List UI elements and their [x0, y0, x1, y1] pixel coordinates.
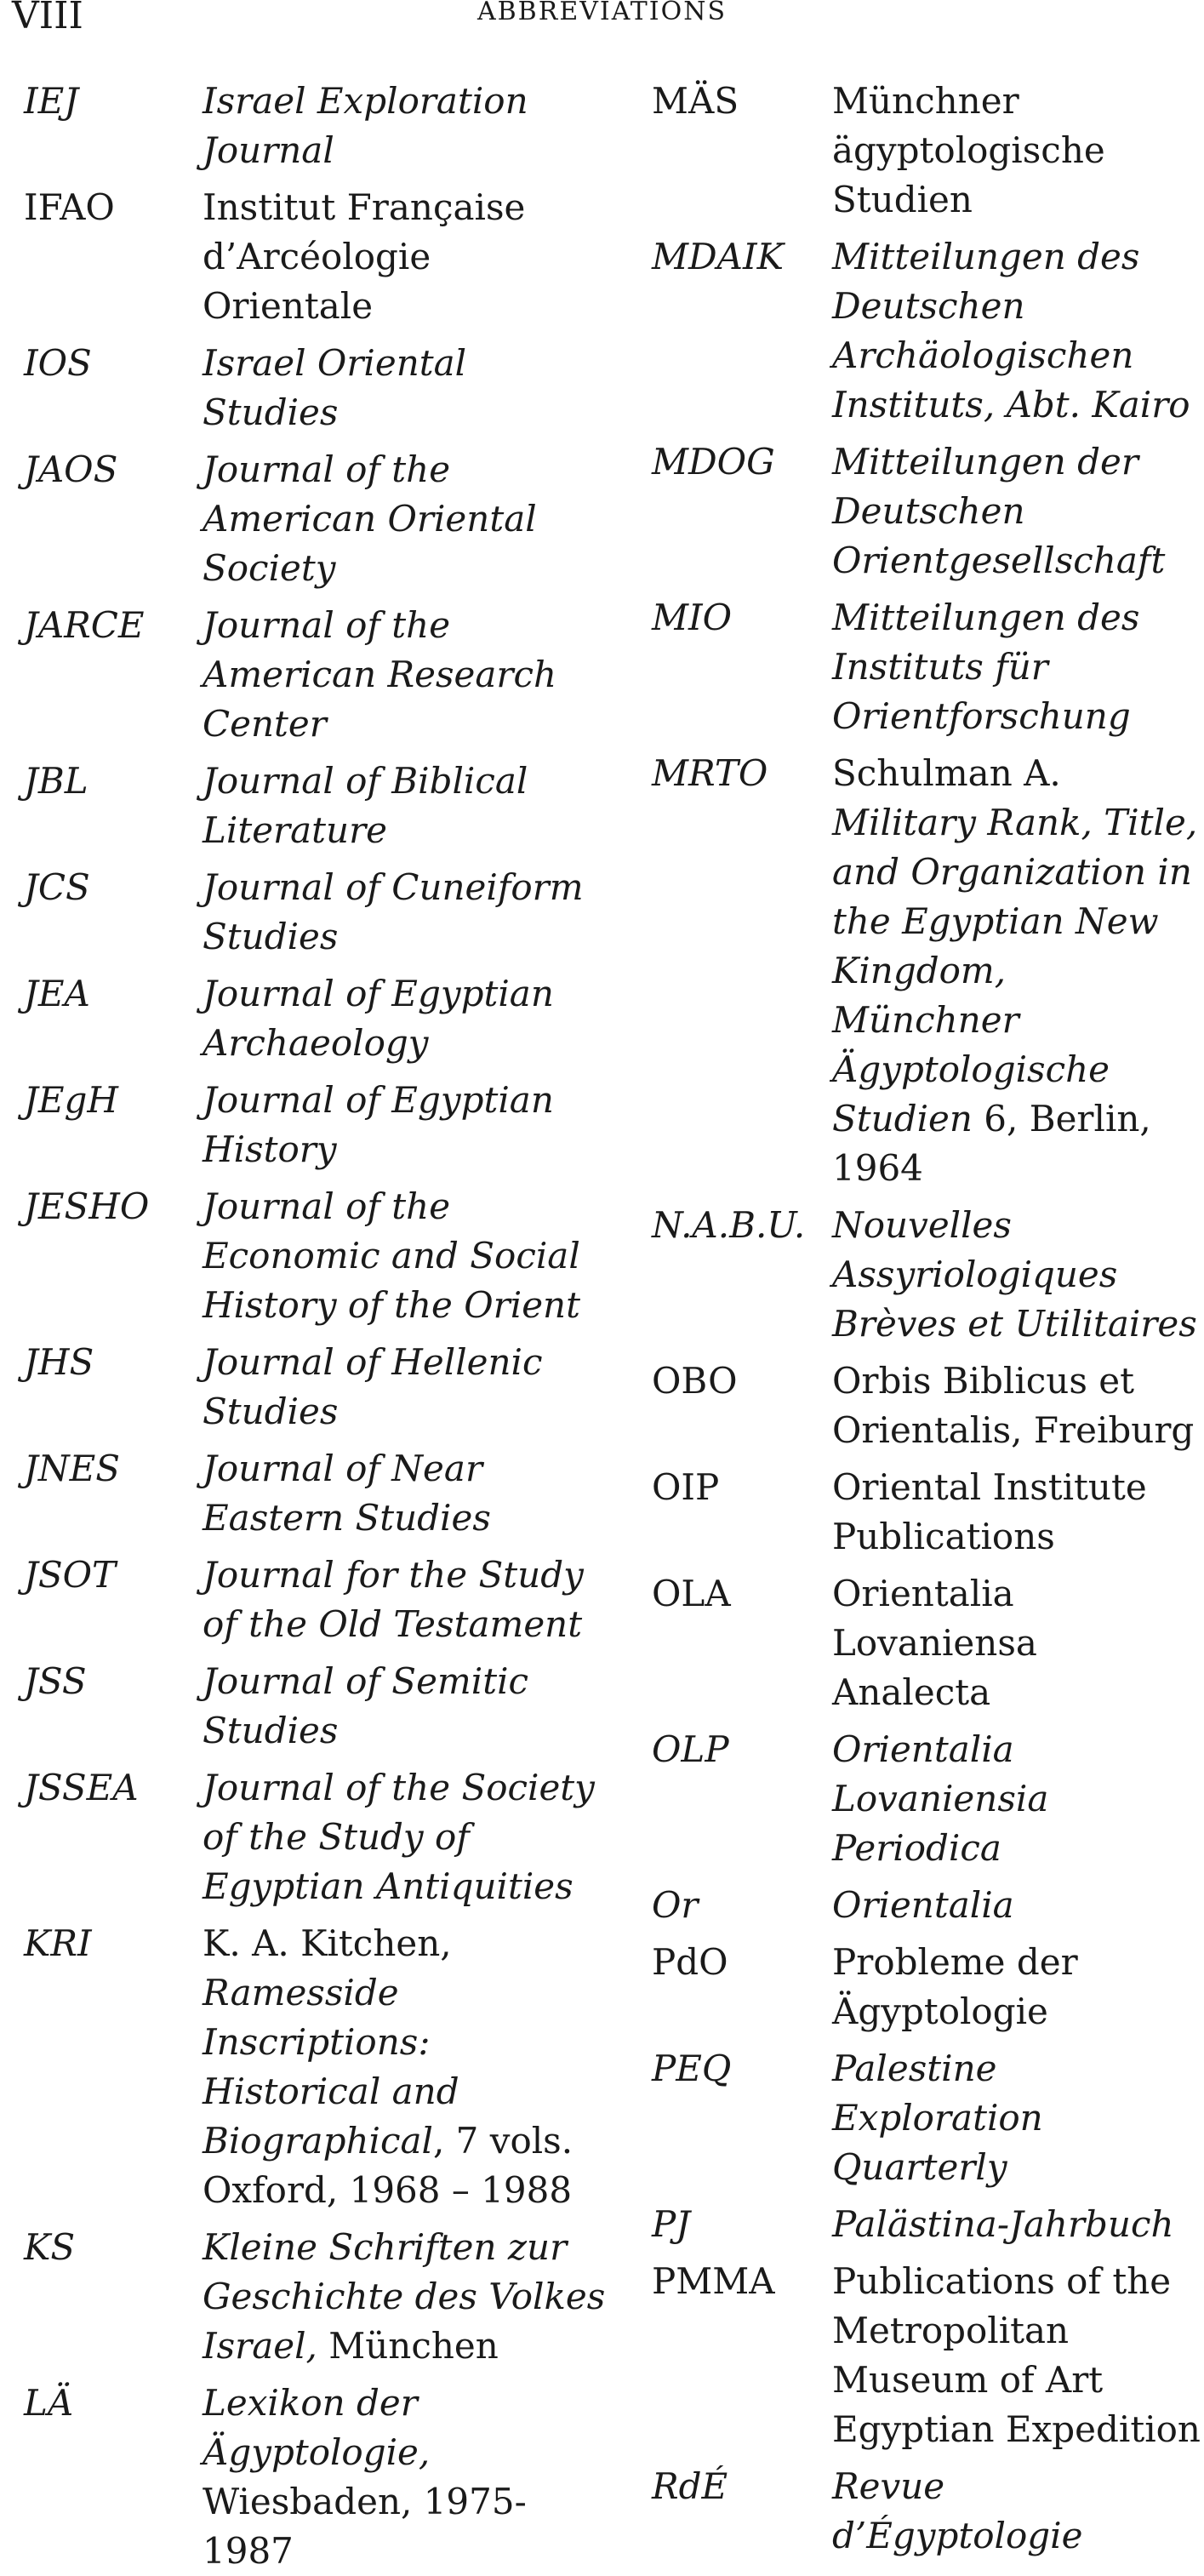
abbreviation-term: LÄ: [24, 2382, 74, 2424]
expansion-text: 6, Berlin, 1964: [832, 1098, 1151, 1189]
abbreviation-entry: [24, 1919, 619, 2215]
abbreviation-expansion: [832, 1201, 1204, 1349]
abbreviation-entry: [652, 2462, 1204, 2561]
abbreviation-entry: [24, 445, 619, 593]
abbreviation-expansion: [832, 2044, 1204, 2192]
expansion-text: Orientalia Lovaniensa Analecta: [832, 1573, 1037, 1713]
abbreviation-term: KRI: [24, 1922, 92, 1964]
expansion-text: Institut Française d’Arcéologie Orientale: [203, 186, 526, 327]
expansion-text: Journal of Hellenic Studies: [203, 1341, 543, 1432]
abbreviation-term: IEJ: [24, 80, 79, 122]
abbreviation-term: JARCE: [24, 604, 145, 646]
expansion-text: Journal of the Economic and Social History of the Orient: [203, 1185, 580, 1326]
abbreviation-entry: [24, 863, 619, 962]
expansion-text: Palästina-Jahrbuch: [832, 2203, 1174, 2245]
expansion-text: Orientalia Lovaniensia Periodica: [832, 1728, 1049, 1869]
abbreviation-expansion: [203, 863, 611, 962]
abbreviation-expansion: [203, 601, 611, 749]
abbreviation-expansion: [203, 1919, 611, 2215]
abbreviation-expansion: [832, 77, 1204, 225]
expansion-text: Journal of Near Eastern Studies: [203, 1448, 491, 1539]
abbreviation-term: JSOT: [24, 1554, 117, 1596]
abbreviation-expansion: [832, 749, 1204, 1193]
abbreviation-term: PJ: [652, 2203, 691, 2245]
abbreviation-entry: [652, 2257, 1204, 2454]
abbreviation-entry: [652, 1569, 1204, 1717]
expansion-text: Journal of the American Research Center: [203, 604, 557, 745]
abbreviation-expansion: [203, 2379, 611, 2572]
expansion-text: Mitteilungen des Deutschen Archäologischen Instituts, Abt. Kairo: [832, 236, 1190, 426]
abbreviation-expansion: [203, 1338, 611, 1437]
abbreviation-entry: [652, 1881, 1204, 1930]
abbreviation-term: OBO: [652, 1360, 738, 1402]
abbreviation-entry: [24, 1444, 619, 1543]
expansion-text: Nouvelles Assyriologiques Brèves et Utilitaires: [832, 1204, 1197, 1345]
expansion-text: Palestine Exploration Quarterly: [832, 2048, 1043, 2188]
abbreviation-entry: [652, 593, 1204, 741]
abbreviations-right-column: [652, 77, 1204, 2568]
abbreviation-expansion: [832, 1357, 1204, 1455]
running-title: ABBREVIATIONS: [476, 0, 728, 26]
abbreviation-term: N.A.B.U.: [652, 1204, 806, 1246]
abbreviation-term: Or: [652, 1884, 699, 1926]
abbreviation-entry: [652, 1725, 1204, 1873]
abbreviation-expansion: [203, 1657, 611, 1756]
expansion-text: Journal of the American Oriental Society: [203, 448, 537, 589]
abbreviation-expansion: [203, 1763, 611, 1911]
expansion-text: Oriental Institute Publications: [832, 1466, 1147, 1557]
expansion-text: Mitteilungen des Instituts für Orientforschung: [832, 597, 1140, 737]
abbreviation-entry: [652, 2044, 1204, 2192]
abbreviation-entry: [24, 77, 619, 175]
abbreviation-expansion: [203, 1444, 611, 1543]
expansion-text: Israel Exploration Journal: [203, 80, 528, 171]
page-number: VIII: [12, 0, 83, 37]
abbreviation-term: JAOS: [24, 448, 118, 490]
abbreviation-entry: [652, 1357, 1204, 1455]
abbreviation-term: MRTO: [652, 752, 768, 794]
abbreviation-term: MÄS: [652, 80, 739, 122]
abbreviation-term: KS: [24, 2226, 76, 2268]
abbreviation-entry: [652, 1201, 1204, 1349]
abbreviation-expansion: [832, 593, 1204, 741]
expansion-text: Münchner ägyptologische Studien: [832, 80, 1105, 220]
abbreviation-term: RdÉ: [652, 2465, 728, 2507]
abbreviation-expansion: [203, 183, 611, 331]
expansion-text: Lexikon der Ägyptologie,: [203, 2382, 431, 2473]
abbreviation-expansion: [832, 2462, 1204, 2561]
abbreviation-expansion: [832, 1938, 1204, 2036]
expansion-text: Wiesbaden, 1975-1987: [203, 2481, 527, 2572]
expansion-text: Journal of Semitic Studies: [203, 1660, 529, 1751]
abbreviation-term: JEA: [24, 973, 90, 1014]
abbreviation-entry: [24, 1338, 619, 1437]
abbreviation-expansion: [832, 1463, 1204, 1562]
expansion-text: Schulman A.: [832, 752, 1061, 794]
abbreviation-entry: [24, 2379, 619, 2572]
abbreviation-expansion: [832, 1881, 1204, 1930]
expansion-text: Journal of Cuneiform Studies: [203, 866, 584, 957]
expansion-text: Orbis Biblicus et Orientalis, Freiburg: [832, 1360, 1195, 1451]
abbreviation-expansion: [203, 445, 611, 593]
expansion-text: Journal for the Study of the Old Testament: [203, 1554, 584, 1645]
abbreviation-expansion: [832, 437, 1204, 585]
expansion-text: Israel Oriental Studies: [203, 342, 467, 433]
expansion-text: Probleme der Ägyptologie: [832, 1941, 1078, 2032]
abbreviation-term: JEgH: [24, 1079, 119, 1121]
expansion-text: Revue d’Égyptologie: [832, 2465, 1083, 2556]
abbreviation-term: IFAO: [24, 186, 115, 228]
abbreviation-term: MIO: [652, 597, 733, 638]
abbreviation-expansion: [203, 2223, 611, 2371]
abbreviation-entry: [24, 2223, 619, 2371]
abbreviation-term: OIP: [652, 1466, 720, 1508]
expansion-text: Journal of Biblical Literature: [203, 760, 528, 851]
expansion-text: K. A. Kitchen,: [203, 1922, 452, 1964]
abbreviation-term: OLP: [652, 1728, 729, 1770]
abbreviation-entry: [24, 1076, 619, 1174]
expansion-text: Journal of the Society of the Study of Egyptian Antiquities: [203, 1767, 595, 1907]
abbreviation-entry: [24, 1551, 619, 1649]
abbreviation-entry: [652, 2200, 1204, 2249]
abbreviation-expansion: [832, 232, 1204, 430]
abbreviation-term: MDAIK: [652, 236, 784, 277]
abbreviation-entry: [652, 437, 1204, 585]
abbreviation-entry: [652, 232, 1204, 430]
abbreviation-entry: [24, 339, 619, 437]
abbreviation-entry: [24, 969, 619, 1068]
abbreviation-term: PdO: [652, 1941, 728, 1983]
abbreviation-term: OLA: [652, 1573, 731, 1614]
expansion-text: München: [317, 2325, 499, 2367]
expansion-text: Kleine Schriften zur Geschichte des Volkes Israel,: [203, 2226, 606, 2367]
abbreviation-term: JSS: [24, 1660, 87, 1702]
expansion-text: Mitteilungen der Deutschen Orientgesellschaft: [832, 441, 1166, 581]
expansion-text: Journal of Egyptian Archaeology: [203, 973, 554, 1064]
abbreviation-entry: [24, 1763, 619, 1911]
expansion-text: Military Rank, Title, and Organization in the Egyptian New Kingdom, Münchner Ägyptologische Studien: [832, 802, 1198, 1139]
expansion-text: Ramesside Inscriptions: Historical and Biographical: [203, 1972, 459, 2162]
abbreviation-term: JBL: [24, 760, 88, 802]
expansion-text: Orientalia: [832, 1884, 1014, 1926]
abbreviation-entry: [24, 1182, 619, 1330]
abbreviation-term: IOS: [24, 342, 92, 384]
abbreviation-term: PEQ: [652, 2048, 732, 2089]
abbreviation-term: JNES: [24, 1448, 121, 1489]
abbreviation-term: JESHO: [24, 1185, 150, 1227]
expansion-text: , 7 vols. Oxford, 1968 – 1988: [203, 2120, 573, 2211]
abbreviation-entry: [24, 601, 619, 749]
abbreviation-term: JSSEA: [24, 1767, 139, 1808]
abbreviations-left-column: [24, 77, 619, 2572]
abbreviation-entry: [24, 1657, 619, 1756]
abbreviation-entry: [652, 749, 1204, 1193]
abbreviation-entry: [652, 1938, 1204, 2036]
abbreviation-term: JHS: [24, 1341, 94, 1383]
abbreviation-term: MDOG: [652, 441, 775, 483]
abbreviation-expansion: [203, 339, 611, 437]
expansion-text: Publications of the Metropolitan Museum of Art Egyptian Expedition: [832, 2260, 1201, 2450]
abbreviation-term: PMMA: [652, 2260, 775, 2302]
abbreviation-entry: [652, 77, 1204, 225]
abbreviation-expansion: [832, 2257, 1204, 2454]
abbreviation-expansion: [203, 77, 611, 175]
abbreviation-expansion: [203, 1551, 611, 1649]
abbreviation-expansion: [203, 757, 611, 855]
abbreviation-entry: [24, 757, 619, 855]
abbreviation-entry: [24, 183, 619, 331]
abbreviation-expansion: [203, 969, 611, 1068]
abbreviation-expansion: [203, 1182, 611, 1330]
abbreviation-term: JCS: [24, 866, 90, 908]
expansion-text: Journal of Egyptian History: [203, 1079, 554, 1170]
abbreviation-expansion: [832, 1725, 1204, 1873]
abbreviation-expansion: [203, 1076, 611, 1174]
abbreviation-expansion: [832, 1569, 1204, 1717]
abbreviation-expansion: [832, 2200, 1204, 2249]
abbreviation-entry: [652, 1463, 1204, 1562]
